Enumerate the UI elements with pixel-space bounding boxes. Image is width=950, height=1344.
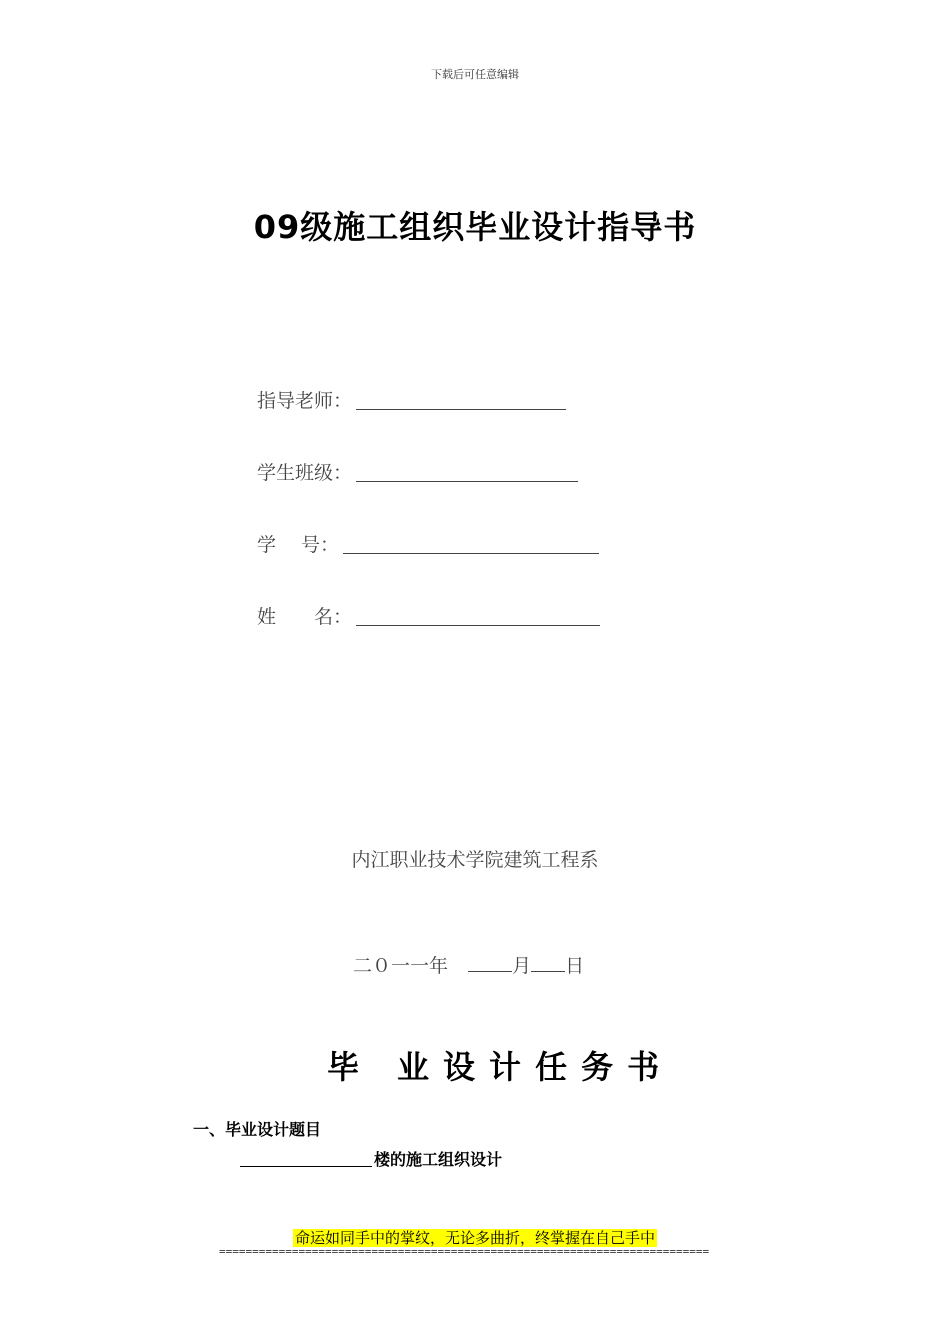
date-month-suffix: 月	[512, 955, 532, 977]
class-blank[interactable]	[356, 480, 578, 482]
task-title	[327, 1042, 659, 1088]
task-title-char: 计	[489, 1048, 522, 1086]
date-day-suffix: 日	[565, 955, 585, 977]
day-blank[interactable]	[531, 970, 565, 972]
document-title: 09级施工组织毕业设计指导书	[253, 208, 697, 246]
department-name: 内江职业技术学院建筑工程系	[351, 849, 599, 871]
section-heading: 一、毕业设计题目	[193, 1120, 322, 1139]
topic-line	[240, 1147, 502, 1170]
student-id-field	[257, 530, 599, 557]
name-blank[interactable]	[356, 624, 600, 626]
name-label: 姓 名：	[257, 606, 353, 628]
task-title-char: 业	[397, 1048, 430, 1086]
date-year: 二０一一年	[353, 955, 449, 977]
footer-rule: ==========================================================================	[219, 1245, 710, 1258]
name-field	[257, 602, 600, 629]
motto-text: 命运如同手中的掌纹，无论多曲折，终掌握在自己手中	[294, 1229, 655, 1247]
student-id-blank[interactable]	[343, 552, 599, 554]
advisor-label: 指导老师：	[257, 390, 353, 412]
student-id-label: 学 号：	[257, 534, 340, 556]
class-label: 学生班级：	[257, 462, 353, 484]
task-title-char: 书	[627, 1048, 660, 1086]
class-field	[257, 458, 578, 485]
task-title-char: 务	[581, 1048, 614, 1086]
month-blank[interactable]	[468, 970, 512, 972]
task-title-char: 毕	[327, 1048, 360, 1086]
date-line	[353, 951, 584, 978]
task-title-char: 任	[535, 1048, 568, 1086]
topic-blank[interactable]	[240, 1166, 372, 1167]
advisor-field	[257, 386, 566, 413]
task-title-char: 设	[443, 1048, 476, 1086]
header-note: 下载后可任意编辑	[431, 68, 519, 81]
topic-suffix: 楼的施工组织设计	[374, 1150, 503, 1169]
advisor-blank[interactable]	[356, 408, 566, 410]
